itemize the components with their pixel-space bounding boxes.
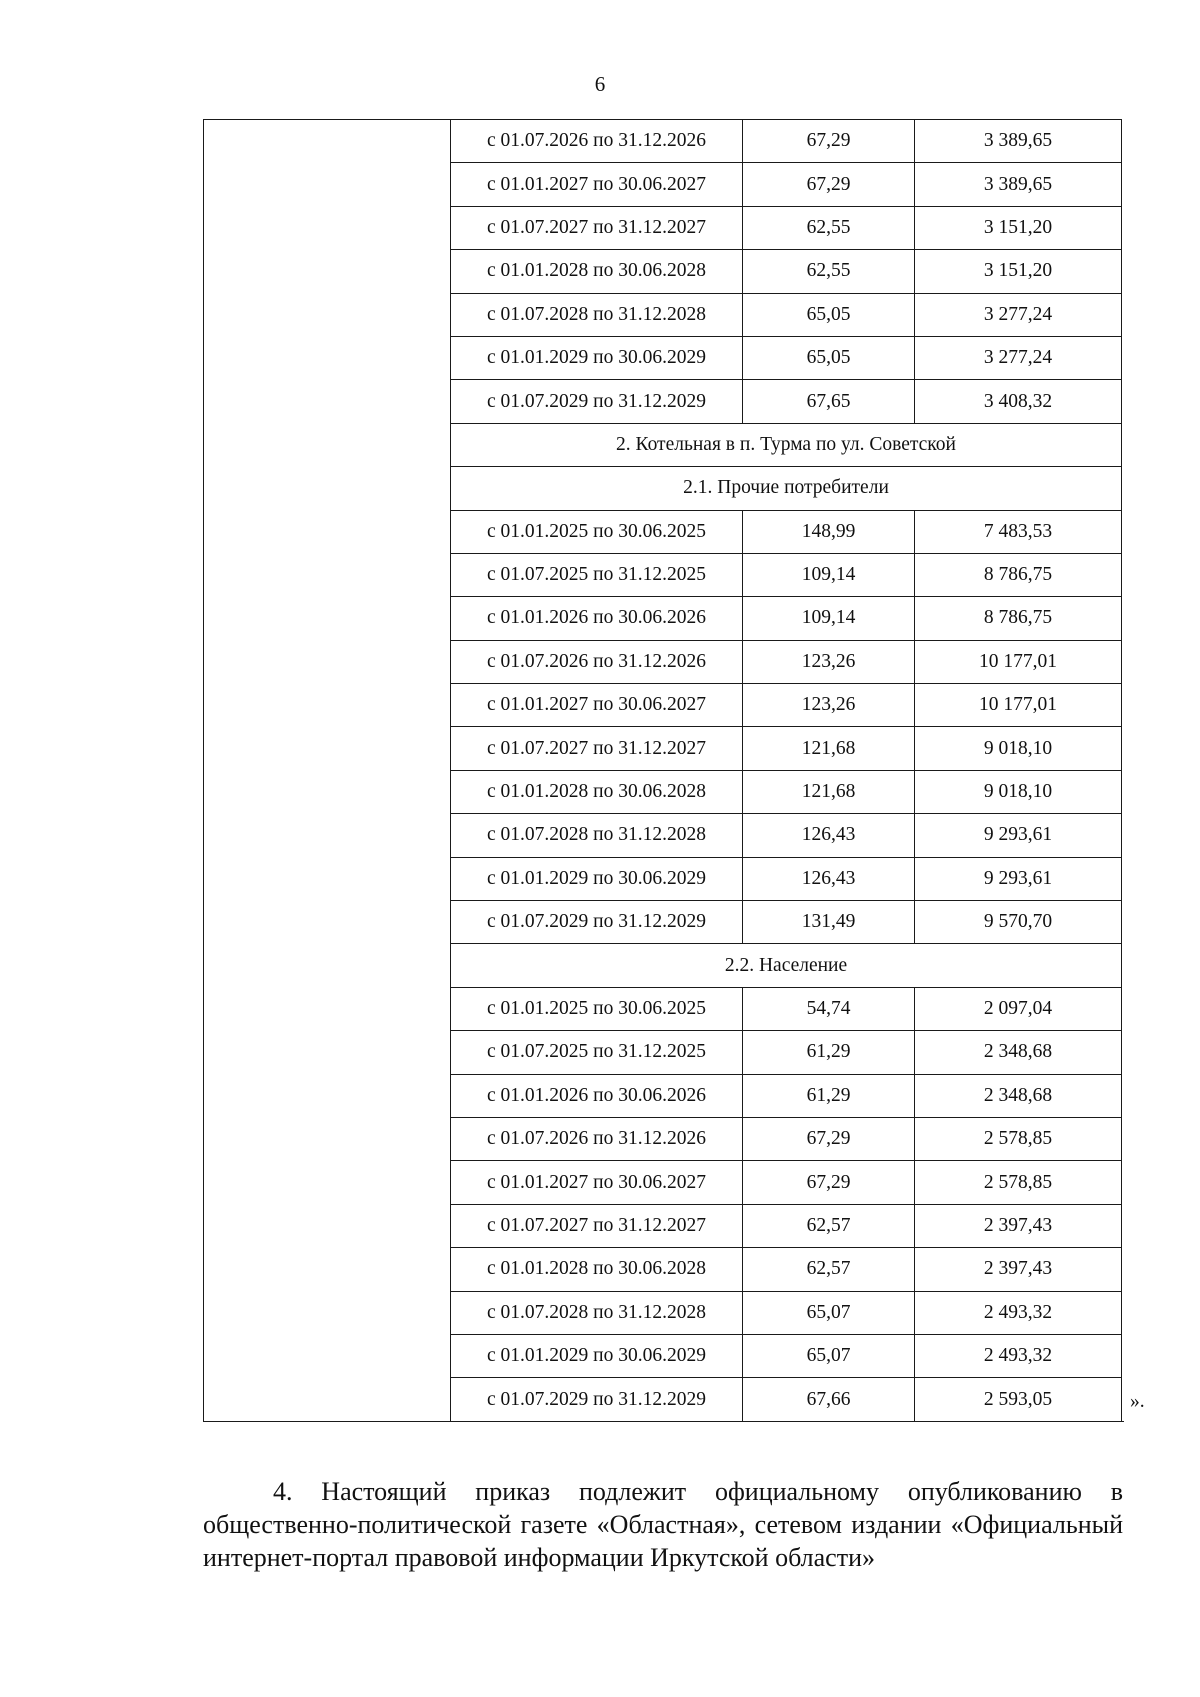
table-margin-spacer	[1122, 120, 1124, 163]
table-margin-spacer	[1122, 727, 1124, 770]
table-margin-spacer	[1122, 1031, 1124, 1074]
value-cell-2: 3 408,32	[915, 380, 1122, 423]
value-cell-2: 9 293,61	[915, 814, 1122, 857]
table-margin-spacer	[1122, 467, 1124, 510]
period-cell: с 01.01.2029 по 30.06.2029	[451, 857, 743, 900]
value-cell-2: 2 593,05	[915, 1378, 1122, 1421]
value-cell-1: 148,99	[743, 510, 915, 553]
value-cell-2: 7 483,53	[915, 510, 1122, 553]
value-cell-2: 2 578,85	[915, 1161, 1122, 1204]
table-row	[204, 120, 1124, 163]
table-margin-spacer	[1122, 336, 1124, 379]
value-cell-1: 61,29	[743, 1074, 915, 1117]
value-cell-1: 67,65	[743, 380, 915, 423]
table-margin-spacer	[1122, 293, 1124, 336]
table-margin-spacer	[1122, 684, 1124, 727]
table-margin-spacer	[1122, 814, 1124, 857]
table-margin-spacer	[1122, 640, 1124, 683]
table-margin-spacer	[1122, 944, 1124, 987]
table-margin-spacer	[1122, 597, 1124, 640]
value-cell-2: 2 493,32	[915, 1334, 1122, 1377]
table-margin-spacer	[1122, 250, 1124, 293]
table-margin-spacer	[1122, 510, 1124, 553]
table-margin-spacer	[1122, 987, 1124, 1030]
value-cell-2: 9 018,10	[915, 727, 1122, 770]
period-cell: с 01.07.2029 по 31.12.2029	[451, 1378, 743, 1421]
period-cell: с 01.01.2028 по 30.06.2028	[451, 1248, 743, 1291]
period-cell: с 01.07.2028 по 31.12.2028	[451, 293, 743, 336]
value-cell-1: 65,05	[743, 336, 915, 379]
value-cell-1: 109,14	[743, 553, 915, 596]
value-cell-2: 3 389,65	[915, 120, 1122, 163]
period-cell: с 01.07.2026 по 31.12.2026	[451, 1117, 743, 1160]
value-cell-1: 131,49	[743, 901, 915, 944]
period-cell: с 01.07.2027 по 31.12.2027	[451, 206, 743, 249]
tariff-table-body	[204, 120, 1145, 1422]
value-cell-2: 10 177,01	[915, 684, 1122, 727]
table-margin-spacer	[1122, 770, 1124, 813]
value-cell-1: 67,29	[743, 1117, 915, 1160]
page-number: 6	[594, 72, 606, 96]
value-cell-2: 2 578,85	[915, 1117, 1122, 1160]
section-heading: 2.1. Прочие потребители	[451, 467, 1122, 510]
value-cell-2: 10 177,01	[915, 640, 1122, 683]
table-margin-spacer	[1122, 1291, 1124, 1334]
period-cell: с 01.01.2026 по 30.06.2026	[451, 597, 743, 640]
period-cell: с 01.07.2028 по 31.12.2028	[451, 1291, 743, 1334]
table-margin-spacer	[1122, 163, 1124, 206]
table-margin-spacer	[1122, 857, 1124, 900]
value-cell-2: 8 786,75	[915, 597, 1122, 640]
tariff-table	[203, 119, 1145, 1422]
section-heading: 2. Котельная в п. Турма по ул. Советской	[451, 423, 1122, 466]
value-cell-1: 123,26	[743, 640, 915, 683]
value-cell-1: 54,74	[743, 987, 915, 1030]
value-cell-2: 8 786,75	[915, 553, 1122, 596]
value-cell-2: 3 151,20	[915, 206, 1122, 249]
period-cell: с 01.07.2025 по 31.12.2025	[451, 553, 743, 596]
value-cell-2: 2 097,04	[915, 987, 1122, 1030]
table-margin-spacer	[1122, 1117, 1124, 1160]
value-cell-2: 2 397,43	[915, 1204, 1122, 1247]
publication-paragraph: 4. Настоящий приказ подлежит официальному опубликованию в общественно-политической газете «Областная», сетевом издании «Официальный интернет-портал правовой информации Иркутской области»	[203, 1477, 1123, 1572]
value-cell-1: 109,14	[743, 597, 915, 640]
period-cell: с 01.07.2029 по 31.12.2029	[451, 380, 743, 423]
value-cell-1: 61,29	[743, 1031, 915, 1074]
value-cell-1: 126,43	[743, 857, 915, 900]
value-cell-1: 67,29	[743, 163, 915, 206]
value-cell-2: 2 493,32	[915, 1291, 1122, 1334]
period-cell: с 01.07.2026 по 31.12.2026	[451, 640, 743, 683]
value-cell-2: 3 277,24	[915, 293, 1122, 336]
value-cell-1: 65,05	[743, 293, 915, 336]
value-cell-2: 2 348,68	[915, 1074, 1122, 1117]
value-cell-2: 9 293,61	[915, 857, 1122, 900]
value-cell-1: 65,07	[743, 1291, 915, 1334]
table-margin-spacer	[1122, 1334, 1124, 1377]
table-margin-spacer	[1122, 1204, 1124, 1247]
value-cell-1: 62,55	[743, 206, 915, 249]
section-heading: 2.2. Население	[451, 944, 1122, 987]
value-cell-2: 2 348,68	[915, 1031, 1122, 1074]
period-cell: с 01.01.2027 по 30.06.2027	[451, 684, 743, 727]
table-margin-spacer	[1122, 206, 1124, 249]
period-cell: с 01.01.2025 по 30.06.2025	[451, 510, 743, 553]
value-cell-2: 3 151,20	[915, 250, 1122, 293]
value-cell-1: 126,43	[743, 814, 915, 857]
period-cell: с 01.01.2027 по 30.06.2027	[451, 163, 743, 206]
value-cell-2: 9 018,10	[915, 770, 1122, 813]
value-cell-1: 67,29	[743, 120, 915, 163]
value-cell-1: 123,26	[743, 684, 915, 727]
period-cell: с 01.01.2028 по 30.06.2028	[451, 250, 743, 293]
period-cell: с 01.01.2025 по 30.06.2025	[451, 987, 743, 1030]
period-cell: с 01.07.2027 по 31.12.2027	[451, 1204, 743, 1247]
value-cell-1: 65,07	[743, 1334, 915, 1377]
period-cell: с 01.01.2029 по 30.06.2029	[451, 336, 743, 379]
table-margin-spacer	[1122, 1074, 1124, 1117]
table-margin-spacer	[1122, 380, 1124, 423]
table-margin-spacer	[1122, 423, 1124, 466]
table-margin-spacer	[1122, 901, 1124, 944]
value-cell-1: 121,68	[743, 770, 915, 813]
value-cell-1: 121,68	[743, 727, 915, 770]
period-cell: с 01.07.2026 по 31.12.2026	[451, 120, 743, 163]
period-cell: с 01.01.2028 по 30.06.2028	[451, 770, 743, 813]
period-cell: с 01.01.2027 по 30.06.2027	[451, 1161, 743, 1204]
value-cell-1: 67,29	[743, 1161, 915, 1204]
table-margin-spacer	[1122, 1248, 1124, 1291]
closing-quote-mark: ».	[1130, 1390, 1145, 1412]
value-cell-2: 9 570,70	[915, 901, 1122, 944]
period-cell: с 01.01.2029 по 30.06.2029	[451, 1334, 743, 1377]
value-cell-2: 2 397,43	[915, 1248, 1122, 1291]
value-cell-1: 62,55	[743, 250, 915, 293]
value-cell-1: 67,66	[743, 1378, 915, 1421]
value-cell-2: 3 389,65	[915, 163, 1122, 206]
table-margin-spacer	[1122, 553, 1124, 596]
period-cell: с 01.07.2027 по 31.12.2027	[451, 727, 743, 770]
value-cell-1: 62,57	[743, 1204, 915, 1247]
period-cell: с 01.07.2029 по 31.12.2029	[451, 901, 743, 944]
period-cell: с 01.01.2026 по 30.06.2026	[451, 1074, 743, 1117]
period-cell: с 01.07.2025 по 31.12.2025	[451, 1031, 743, 1074]
period-cell: с 01.07.2028 по 31.12.2028	[451, 814, 743, 857]
value-cell-2: 3 277,24	[915, 336, 1122, 379]
table-margin-spacer	[1122, 1161, 1124, 1204]
table-left-empty-cell	[204, 120, 451, 1422]
value-cell-1: 62,57	[743, 1248, 915, 1291]
